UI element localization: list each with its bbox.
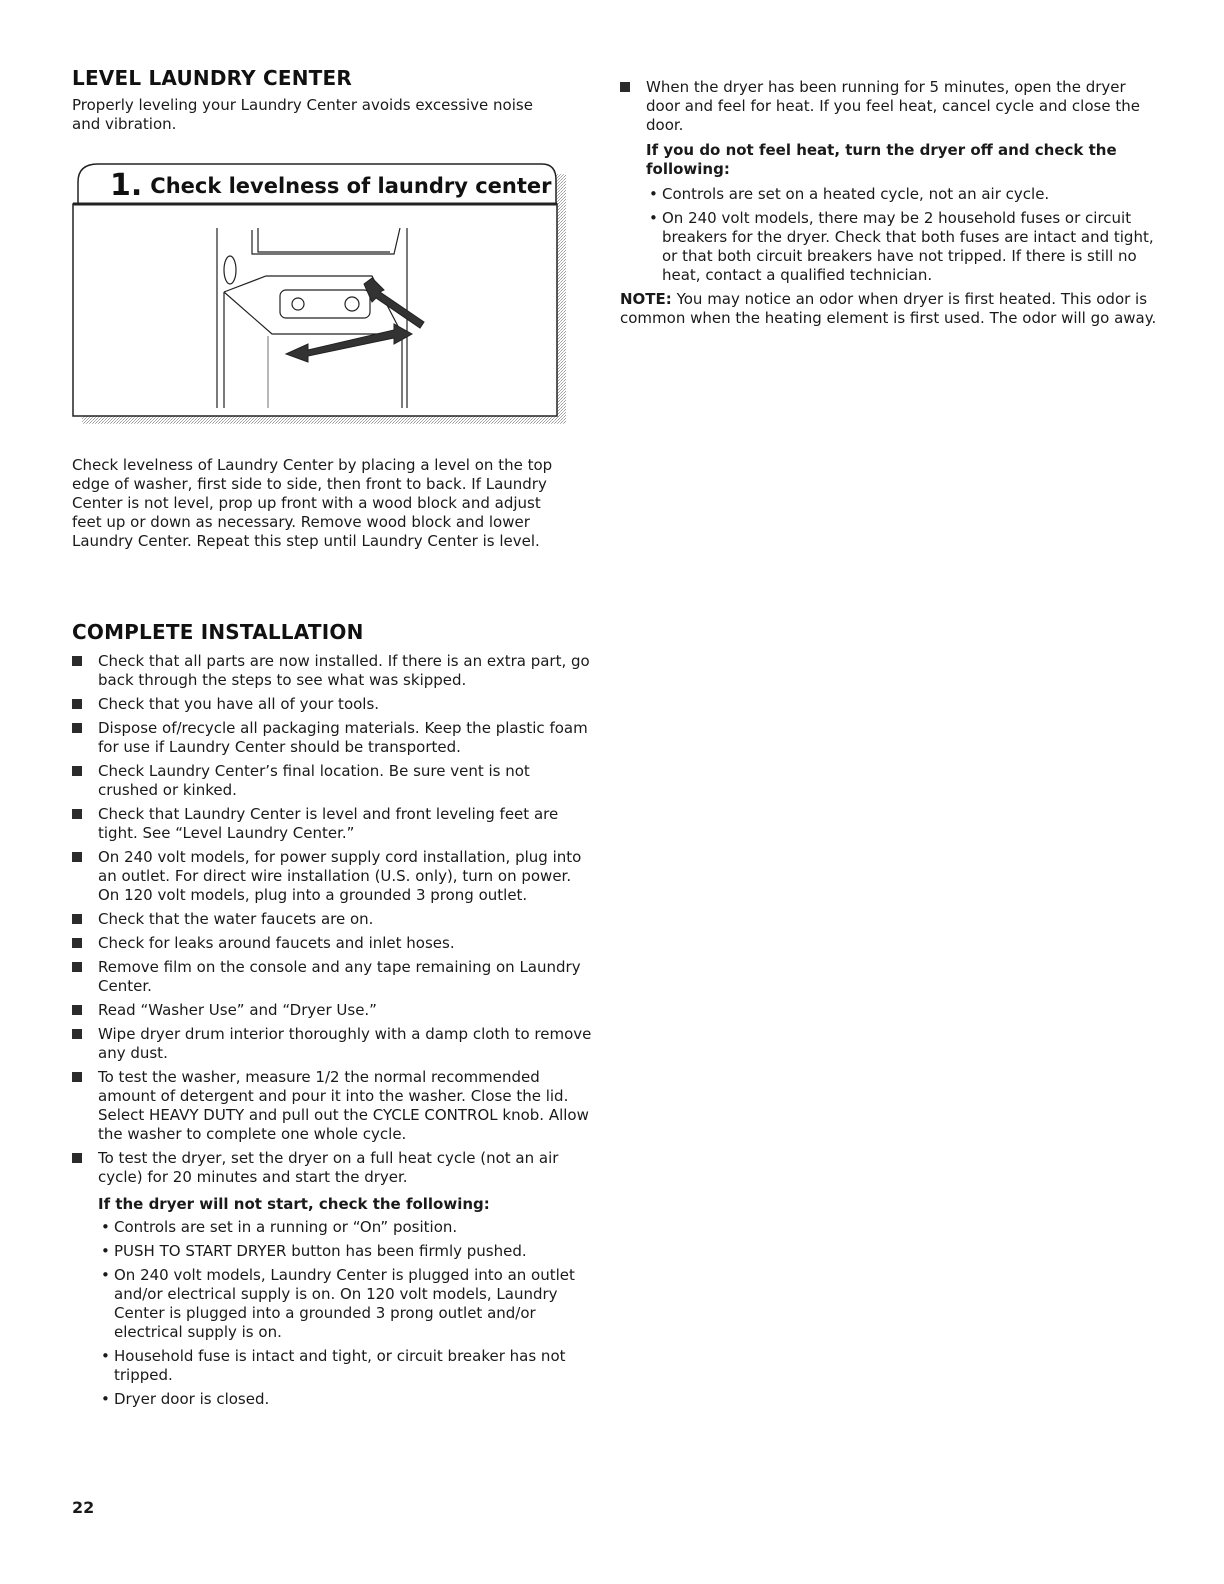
list-item: Remove film on the console and any tape remaining on Laundry Center. <box>72 958 592 996</box>
no-heat-heading: If you do not feel heat, turn the dryer off and check the following: <box>646 141 1117 178</box>
level-intro: Properly leveling your Laundry Center avoids excessive noise and vibration. <box>72 96 533 133</box>
page-number: 22 <box>72 1498 95 1517</box>
step-title-text: Check levelness of laundry center <box>150 174 552 198</box>
no-start-heading: If the dryer will not start, check the following: <box>98 1195 490 1213</box>
complete-heading: COMPLETE INSTALLATION <box>72 620 364 644</box>
list-item: • PUSH TO START DRYER button has been firmly pushed. <box>101 1242 527 1260</box>
dot-bullet-icon: • <box>101 1218 110 1236</box>
square-bullet-icon <box>72 766 82 776</box>
dot-bullet-icon: • <box>101 1266 110 1284</box>
note-text: You may notice an odor when dryer is first heated. This odor is common when the heating element is first used. The odor will go away. <box>620 290 1157 327</box>
list-item: Wipe dryer drum interior thoroughly with a damp cloth to remove any dust. <box>72 1025 592 1063</box>
square-bullet-icon <box>72 809 82 819</box>
complete-list <box>72 652 592 1187</box>
dot-bullet-icon: • <box>101 1347 110 1365</box>
no-start-list <box>72 1218 592 1409</box>
square-bullet-icon <box>72 1072 82 1082</box>
list-item: Check that the water faucets are on. <box>72 910 592 929</box>
list-item: To test the washer, measure 1/2 the normal recommended amount of detergent and pour it into the washer. Close the lid. Select HEAVY DUTY and pull out the CYCLE CONTROL knob. Allow the washer to complete one whole cycle. <box>72 1068 592 1144</box>
list-item: Check that Laundry Center is level and front leveling feet are tight. See “Level Laundry Center.” <box>72 805 592 843</box>
step-title <box>110 168 552 203</box>
list-item: Check that all parts are now installed. If there is an extra part, go back through the steps to see what was skipped. <box>72 652 592 690</box>
square-bullet-icon <box>72 699 82 709</box>
list-item: • Controls are set in a running or “On” position. <box>101 1218 458 1236</box>
square-bullet-icon <box>72 852 82 862</box>
square-bullet-icon <box>72 1153 82 1163</box>
dot-bullet-icon: • <box>101 1390 110 1408</box>
no-heat-list <box>620 185 1160 285</box>
square-bullet-icon <box>72 1005 82 1015</box>
square-bullet-icon <box>620 82 630 92</box>
list-item: Read “Washer Use” and “Dryer Use.” <box>72 1001 592 1020</box>
step-number: 1. <box>110 168 143 203</box>
list-item: To test the dryer, set the dryer on a full heat cycle (not an air cycle) for 20 minutes and start the dryer. <box>72 1149 592 1187</box>
step-box <box>72 158 566 424</box>
right-column <box>620 70 1160 328</box>
level-body-text: Check levelness of Laundry Center by placing a level on the top edge of washer, first side to side, then front to back. If Laundry Center is not level, prop up front with a wood block and adjust feet up or down as necessary. Remove wood block and lower Laundry Center. Repeat this step until Laundry Center is level. <box>72 456 553 550</box>
list-item: • On 240 volt models, there may be 2 household fuses or circuit breakers for the dryer. Check that both fuses are intact and tight, or that both circuit breakers have not tripped. If there is still no heat, contact a qualified technician. <box>649 209 1154 284</box>
list-item: Check that you have all of your tools. <box>72 695 592 714</box>
square-bullet-icon <box>72 962 82 972</box>
level-section <box>72 66 592 134</box>
list-item: • Controls are set on a heated cycle, not an air cycle. <box>649 185 1050 203</box>
dot-bullet-icon: • <box>649 185 658 203</box>
dot-bullet-icon: • <box>101 1242 110 1260</box>
list-item: • On 240 volt models, Laundry Center is plugged into an outlet and/or electrical supply is on. On 120 volt models, Laundry Center is plugged into a grounded 3 prong outlet and/or electrical supply is on. <box>101 1266 575 1341</box>
square-bullet-icon <box>72 938 82 948</box>
note-label: NOTE: <box>620 290 672 308</box>
complete-section <box>72 620 592 1414</box>
list-item: Check for leaks around faucets and inlet hoses. <box>72 934 592 953</box>
level-body <box>72 456 562 551</box>
square-bullet-icon <box>72 723 82 733</box>
list-item: Dispose of/recycle all packaging materials. Keep the plastic foam for use if Laundry Center should be transported. <box>72 719 592 757</box>
level-heading: LEVEL LAUNDRY CENTER <box>72 66 352 90</box>
square-bullet-icon <box>72 1029 82 1039</box>
dot-bullet-icon: • <box>649 209 658 227</box>
right-list <box>620 78 1160 135</box>
list-item: On 240 volt models, for power supply cord installation, plug into an outlet. For direct wire installation (U.S. only), turn on power. On 120 volt models, plug into a grounded 3 prong outlet. <box>72 848 592 905</box>
square-bullet-icon <box>72 656 82 666</box>
list-item: When the dryer has been running for 5 minutes, open the dryer door and feel for heat. If you feel heat, cancel cycle and close the door. <box>620 78 1160 135</box>
list-item: Check Laundry Center’s final location. Be sure vent is not crushed or kinked. <box>72 762 592 800</box>
note <box>620 290 1160 328</box>
list-item: • Household fuse is intact and tight, or circuit breaker has not tripped. <box>101 1347 566 1384</box>
list-item: • Dryer door is closed. <box>101 1390 270 1408</box>
square-bullet-icon <box>72 914 82 924</box>
